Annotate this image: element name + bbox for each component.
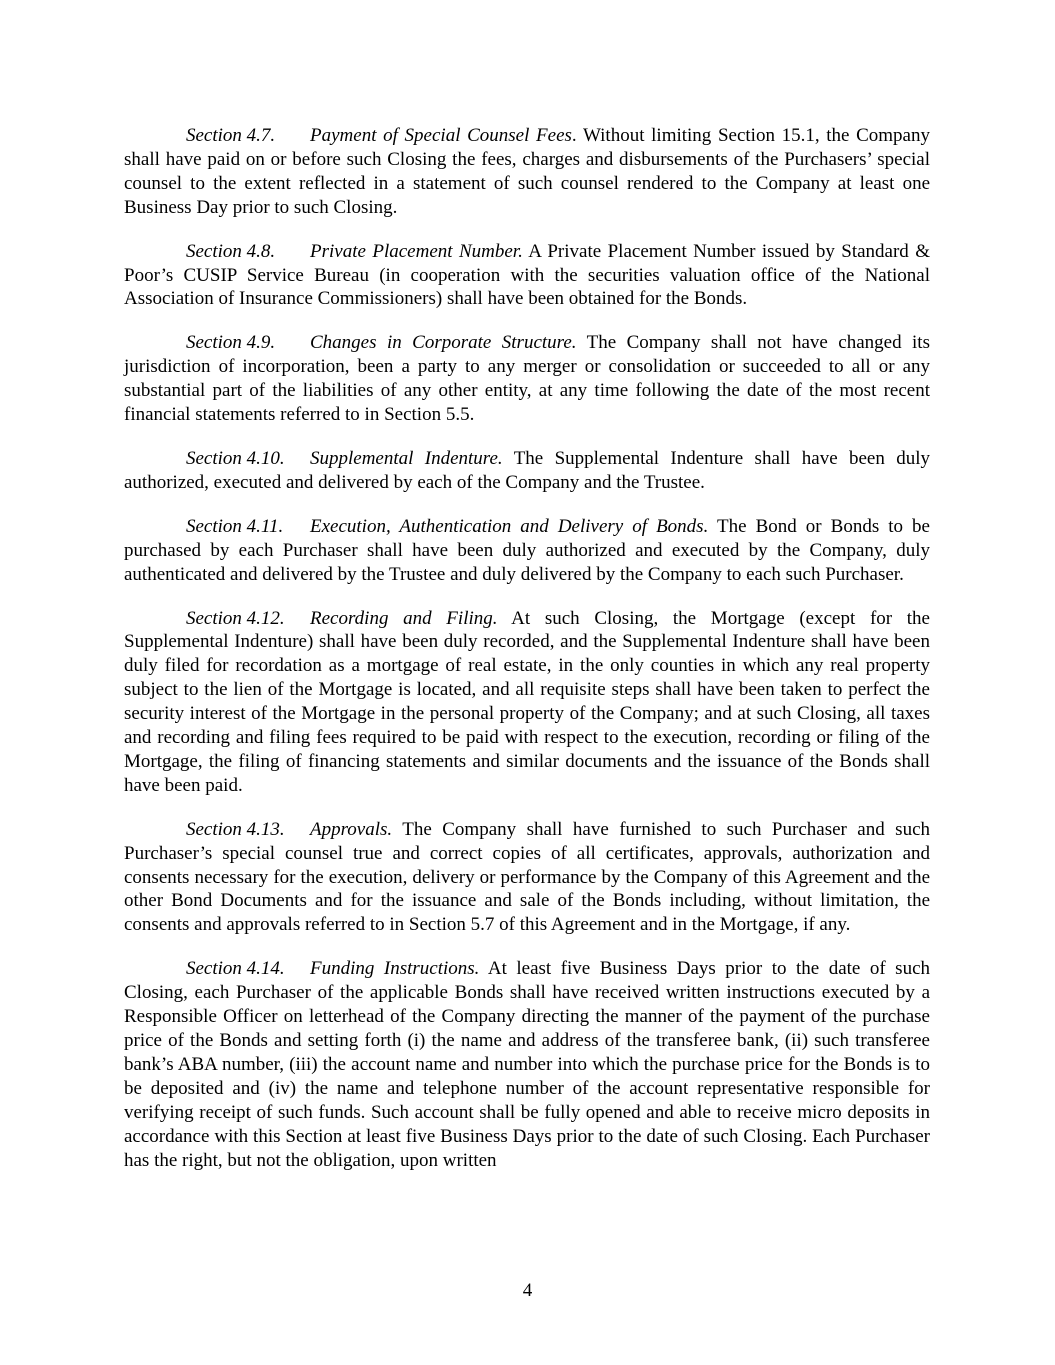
section-number: Section 4.11. [186, 515, 284, 537]
section-title: Execution, Authentication and Delivery of Bonds. [310, 515, 709, 537]
section-title: Recording and Filing. [310, 607, 498, 629]
section-number: Section 4.14. [186, 958, 285, 980]
section-body: The Bond or Bonds to be purchased by each Purchaser shall have been duly authorized and executed by the Company, duly authenticated and delivered by the Trustee and duly delivered by the Company to each such Purchaser. [124, 515, 930, 585]
document-page [124, 124, 930, 1192]
section-body: At least five Business Days prior to the date of such Closing, each Purchaser of the applicable Bonds shall have received written instructions executed by a Responsible Officer on letterhead of the Company directing the manner of the payment of the purchase price of the Bonds and setting forth (i) the name and address of the transferee bank, (ii) such transferee bank’s ABA number, (iii) the account name and number into which the purchase price for the Bonds is to be deposited and (iv) the name and telephone number of the account representative responsible for verifying receipt of such funds. Such account shall be fully opened and able to receive micro deposits in accordance with this Section at least five Business Days prior to the date of such Closing. Each Purchaser has the right, but not the obligation, upon written [124, 958, 930, 1171]
section-title: Funding Instructions. [310, 958, 480, 980]
section-number: Section 4.8. [186, 240, 276, 262]
section-body: A Private Placement Number issued by Standard & Poor’s CUSIP Service Bureau (in cooperation with the securities valuation office of the National Association of Insurance Commissioners) shall have been obtained for the Bonds. [124, 240, 931, 310]
section-body: At such Closing, the Mortgage (except for the Supplemental Indenture) shall have been duly recorded, and the Supplemental Indenture shall have been duly filed for recordation as a mortgage of real estate, in the only counties in which any real property subject to the lien of the Mortgage is located, and all requisite steps shall have been taken to perfect the security interest of the Mortgage in the personal property of the Company; and at such Closing, all taxes and recording and filing fees required to be paid with respect to the execution, recording or filing of the Mortgage, the filing of financing statements and similar documents and the issuance of the Bonds shall have been paid. [124, 607, 930, 796]
section-4-13 [124, 818, 930, 938]
section-body: The Supplemental Indenture shall have been duly authorized, executed and delivered by each of the Company and the Trustee. [124, 447, 930, 493]
section-number: Section 4.9. [186, 332, 276, 354]
section-number: Section 4.10. [186, 447, 285, 469]
section-number: Section 4.7. [186, 125, 276, 146]
section-body: The Company shall not have changed its jurisdiction of incorporation, been a party to any merger or consolidation or succeeded to all or any substantial part of the liabilities of any other entity, at any time following the date of the most recent financial statements referred to in Section 5.5. [124, 332, 930, 426]
section-4-14 [124, 957, 930, 1172]
section-body: . Without limiting Section 15.1, the Company shall have paid on or before such Closing the fees, charges and disbursements of the Purchasers’ special counsel to the extent reflected in a statement of such counsel rendered to the Company at least one Business Day prior to such Closing. [124, 125, 930, 218]
section-4-10 [124, 447, 930, 495]
section-title: Approvals. [310, 818, 393, 840]
section-body: The Company shall have furnished to such Purchaser and such Purchaser’s special counsel true and correct copies of all certificates, approvals, authorization and consents necessary for the execution, delivery or performance by the Company of this Agreement and the other Bond Documents and for the issuance and sale of the Bonds including, without limitation, the consents and approvals referred to in Section 5.7 of this Agreement and in the Mortgage, if any. [124, 818, 930, 936]
section-4-11 [124, 515, 930, 587]
section-title: Changes in Corporate Structure. [310, 332, 577, 354]
page-number: 4 [522, 1280, 533, 1301]
section-4-7 [124, 124, 930, 220]
section-4-8 [124, 240, 930, 312]
section-4-9 [124, 331, 930, 427]
section-number: Section 4.13. [186, 818, 285, 840]
section-number: Section 4.12. [186, 607, 285, 629]
section-4-12 [124, 607, 930, 798]
section-title: Private Placement Number. [310, 240, 523, 262]
section-title: Supplemental Indenture. [310, 447, 503, 469]
section-title: Payment of Special Counsel Fees [310, 125, 572, 146]
